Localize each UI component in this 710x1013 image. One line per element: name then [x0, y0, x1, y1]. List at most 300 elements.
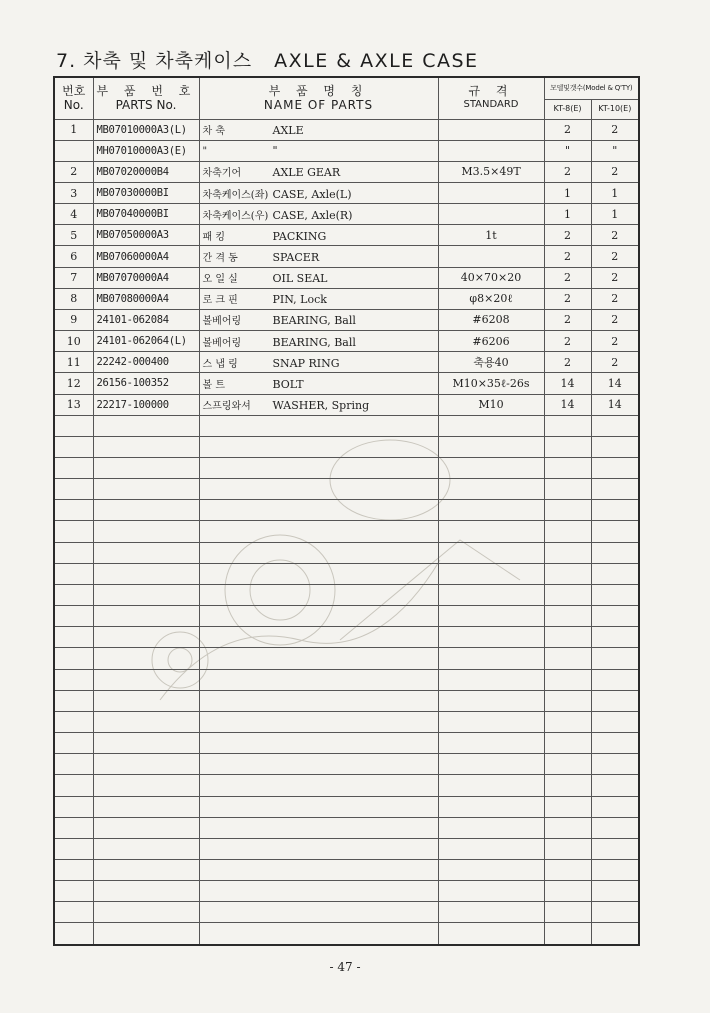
empty-cell: [93, 923, 199, 945]
part-number: 24101-062064(L): [93, 331, 199, 352]
empty-cell: [93, 838, 199, 859]
qty-kt10: 2: [591, 309, 639, 330]
part-name-english: BEARING, Ball: [272, 335, 356, 349]
empty-table-row: [54, 923, 639, 945]
empty-cell: [54, 415, 93, 436]
empty-cell: [54, 584, 93, 605]
table-row: [54, 161, 639, 182]
header-model-qty: 모델및갯수(Model & Q'TY): [544, 77, 639, 99]
empty-cell: [93, 521, 199, 542]
qty-kt10: 2: [591, 161, 639, 182]
part-name-english: PIN, Lock: [272, 293, 327, 307]
empty-cell: [544, 775, 591, 796]
part-name-english: PACKING: [272, 229, 327, 243]
empty-cell: [438, 754, 544, 775]
empty-cell: [199, 500, 438, 521]
empty-cell: [54, 690, 93, 711]
empty-cell: [199, 627, 438, 648]
qty-kt8: 2: [544, 288, 591, 309]
empty-cell: [591, 817, 639, 838]
row-number: [54, 140, 93, 161]
part-standard: M10: [438, 394, 544, 415]
empty-cell: [544, 436, 591, 457]
empty-cell: [591, 521, 639, 542]
empty-cell: [544, 796, 591, 817]
empty-cell: [199, 479, 438, 500]
empty-cell: [591, 584, 639, 605]
qty-kt8: 1: [544, 182, 591, 203]
qty-kt8: 14: [544, 373, 591, 394]
qty-kt8: 2: [544, 246, 591, 267]
empty-cell: [199, 754, 438, 775]
part-name: [199, 309, 438, 330]
empty-cell: [438, 606, 544, 627]
title-korean: 7. 차축 및 차축케이스: [56, 50, 253, 72]
table-row: [54, 246, 639, 267]
empty-cell: [438, 859, 544, 880]
part-name-english: SNAP RING: [272, 356, 340, 370]
part-number: 24101-062084: [93, 309, 199, 330]
empty-cell: [199, 775, 438, 796]
empty-cell: [199, 415, 438, 436]
empty-cell: [591, 606, 639, 627]
table-row: [54, 182, 639, 203]
qty-kt10: 2: [591, 267, 639, 288]
header-model-kt10: KT-10(E): [591, 99, 639, 119]
empty-cell: [544, 711, 591, 732]
part-name-korean: 볼 트: [202, 379, 225, 391]
empty-cell: [54, 817, 93, 838]
empty-cell: [93, 458, 199, 479]
part-name: [199, 182, 438, 203]
table-row: [54, 394, 639, 415]
part-name-korean: 차축케이스(우): [202, 210, 269, 222]
row-number: 8: [54, 288, 93, 309]
empty-cell: [54, 648, 93, 669]
empty-cell: [438, 627, 544, 648]
empty-cell: [93, 669, 199, 690]
part-name-english: CASE, Axle(R): [272, 208, 353, 222]
part-name-korean: 차축기어: [202, 168, 242, 180]
part-name-english: WASHER, Spring: [272, 399, 370, 413]
empty-cell: [199, 838, 438, 859]
empty-table-row: [54, 669, 639, 690]
empty-cell: [544, 500, 591, 521]
part-name: [199, 352, 438, 373]
qty-kt10: 2: [591, 288, 639, 309]
empty-cell: [93, 648, 199, 669]
empty-table-row: [54, 881, 639, 902]
empty-table-row: [54, 415, 639, 436]
empty-cell: [93, 902, 199, 923]
row-number: 10: [54, 331, 93, 352]
empty-cell: [591, 415, 639, 436]
empty-table-row: [54, 796, 639, 817]
row-number: 5: [54, 225, 93, 246]
part-number: MH07010000A3(E): [93, 140, 199, 161]
qty-kt10: 2: [591, 119, 639, 140]
empty-cell: [544, 521, 591, 542]
empty-cell: [199, 669, 438, 690]
part-standard: [438, 182, 544, 203]
empty-cell: [544, 881, 591, 902]
empty-cell: [438, 521, 544, 542]
empty-cell: [199, 711, 438, 732]
empty-cell: [54, 500, 93, 521]
empty-cell: [54, 606, 93, 627]
part-standard: [438, 119, 544, 140]
empty-table-row: [54, 817, 639, 838]
part-name-english: AXLE: [272, 124, 304, 138]
empty-cell: [591, 690, 639, 711]
table-row: [54, 225, 639, 246]
empty-cell: [438, 584, 544, 605]
part-number: MB07080000A4: [93, 288, 199, 309]
empty-table-row: [54, 479, 639, 500]
empty-cell: [93, 859, 199, 880]
empty-cell: [544, 838, 591, 859]
part-name-english: AXLE GEAR: [272, 166, 341, 180]
empty-cell: [544, 923, 591, 945]
qty-kt10: ": [591, 140, 639, 161]
qty-kt10: 2: [591, 225, 639, 246]
empty-cell: [54, 754, 93, 775]
empty-cell: [438, 436, 544, 457]
empty-table-row: [54, 902, 639, 923]
qty-kt10: 2: [591, 352, 639, 373]
empty-cell: [591, 733, 639, 754]
empty-cell: [591, 881, 639, 902]
empty-cell: [54, 542, 93, 563]
empty-cell: [199, 458, 438, 479]
empty-cell: [544, 690, 591, 711]
empty-cell: [93, 627, 199, 648]
part-standard: 축용40: [438, 352, 544, 373]
part-standard: M10×35ℓ-26s: [438, 373, 544, 394]
empty-cell: [438, 669, 544, 690]
empty-cell: [199, 796, 438, 817]
empty-cell: [438, 415, 544, 436]
empty-cell: [438, 881, 544, 902]
row-number: 3: [54, 182, 93, 203]
empty-cell: [438, 690, 544, 711]
empty-cell: [54, 838, 93, 859]
part-number: MB07020000B4: [93, 161, 199, 182]
part-number: MB07050000A3: [93, 225, 199, 246]
part-number: MB07060000A4: [93, 246, 199, 267]
table-row: [54, 352, 639, 373]
empty-cell: [93, 563, 199, 584]
empty-cell: [93, 500, 199, 521]
empty-table-row: [54, 859, 639, 880]
empty-cell: [438, 775, 544, 796]
empty-cell: [199, 542, 438, 563]
empty-cell: [199, 923, 438, 945]
empty-cell: [438, 648, 544, 669]
part-name: [199, 246, 438, 267]
empty-cell: [438, 458, 544, 479]
empty-cell: [93, 415, 199, 436]
empty-cell: [199, 436, 438, 457]
empty-cell: [438, 711, 544, 732]
empty-cell: [199, 859, 438, 880]
empty-cell: [591, 775, 639, 796]
empty-cell: [591, 500, 639, 521]
empty-cell: [54, 733, 93, 754]
part-name: [199, 267, 438, 288]
empty-table-row: [54, 690, 639, 711]
empty-table-row: [54, 563, 639, 584]
part-standard: 1t: [438, 225, 544, 246]
empty-cell: [93, 754, 199, 775]
empty-cell: [438, 838, 544, 859]
empty-cell: [544, 733, 591, 754]
empty-table-row: [54, 436, 639, 457]
part-standard: φ8×20ℓ: [438, 288, 544, 309]
empty-cell: [93, 584, 199, 605]
row-number: 6: [54, 246, 93, 267]
empty-cell: [438, 902, 544, 923]
row-number: 13: [54, 394, 93, 415]
empty-cell: [54, 436, 93, 457]
table-row: [54, 140, 639, 161]
empty-cell: [591, 711, 639, 732]
part-standard: M3.5×49T: [438, 161, 544, 182]
empty-cell: [199, 563, 438, 584]
empty-cell: [438, 563, 544, 584]
part-name: [199, 225, 438, 246]
empty-cell: [544, 627, 591, 648]
header-no: 번호 No.: [54, 77, 93, 119]
empty-table-row: [54, 733, 639, 754]
empty-cell: [544, 648, 591, 669]
qty-kt10: 1: [591, 204, 639, 225]
empty-cell: [93, 775, 199, 796]
part-name-korean: ": [202, 146, 208, 158]
empty-cell: [544, 859, 591, 880]
empty-cell: [544, 563, 591, 584]
empty-cell: [54, 859, 93, 880]
empty-cell: [54, 923, 93, 945]
header-model-kt8: KT-8(E): [544, 99, 591, 119]
empty-table-row: [54, 542, 639, 563]
part-standard: 40×70×20: [438, 267, 544, 288]
part-name-english: ": [272, 144, 278, 158]
empty-cell: [199, 690, 438, 711]
part-name: [199, 204, 438, 225]
part-name-english: BEARING, Ball: [272, 314, 356, 328]
row-number: 9: [54, 309, 93, 330]
empty-cell: [544, 584, 591, 605]
empty-table-row: [54, 711, 639, 732]
empty-cell: [199, 606, 438, 627]
empty-cell: [591, 796, 639, 817]
empty-cell: [93, 479, 199, 500]
empty-cell: [591, 627, 639, 648]
empty-table-row: [54, 627, 639, 648]
part-name-korean: 차축케이스(좌): [202, 189, 269, 201]
part-number: 22217-100000: [93, 394, 199, 415]
qty-kt10: 1: [591, 182, 639, 203]
qty-kt8: 2: [544, 267, 591, 288]
empty-table-row: [54, 584, 639, 605]
qty-kt10: 2: [591, 246, 639, 267]
empty-table-row: [54, 754, 639, 775]
empty-cell: [438, 817, 544, 838]
empty-cell: [54, 796, 93, 817]
empty-cell: [54, 627, 93, 648]
row-number: 1: [54, 119, 93, 140]
qty-kt10: 14: [591, 394, 639, 415]
empty-cell: [591, 859, 639, 880]
row-number: 2: [54, 161, 93, 182]
part-name-korean: 패 킹: [202, 231, 225, 243]
qty-kt8: 2: [544, 161, 591, 182]
empty-cell: [591, 563, 639, 584]
empty-cell: [591, 669, 639, 690]
empty-cell: [438, 796, 544, 817]
empty-cell: [93, 796, 199, 817]
table-row: [54, 331, 639, 352]
empty-cell: [591, 923, 639, 945]
part-number: MB07030000BI: [93, 182, 199, 203]
part-standard: [438, 204, 544, 225]
part-name: [199, 288, 438, 309]
empty-cell: [544, 817, 591, 838]
table-row: [54, 119, 639, 140]
page-title: [56, 46, 479, 73]
header-parts-no: 부 품 번 호 PARTS No.: [93, 77, 199, 119]
qty-kt10: 2: [591, 331, 639, 352]
qty-kt10: 14: [591, 373, 639, 394]
part-name: [199, 140, 438, 161]
row-number: 4: [54, 204, 93, 225]
part-name: [199, 373, 438, 394]
part-name-english: BOLT: [272, 377, 304, 391]
empty-cell: [54, 563, 93, 584]
empty-table-row: [54, 838, 639, 859]
header-standard: 규 격 STANDARD: [438, 77, 544, 119]
empty-cell: [591, 902, 639, 923]
empty-cell: [93, 733, 199, 754]
qty-kt8: 2: [544, 352, 591, 373]
empty-cell: [93, 690, 199, 711]
empty-table-row: [54, 521, 639, 542]
table-row: [54, 267, 639, 288]
part-name-korean: 간 격 동: [202, 253, 238, 265]
part-name-english: CASE, Axle(L): [272, 187, 352, 201]
empty-cell: [93, 606, 199, 627]
empty-cell: [438, 479, 544, 500]
empty-table-row: [54, 606, 639, 627]
part-number: 22242-000400: [93, 352, 199, 373]
part-standard: [438, 140, 544, 161]
empty-cell: [544, 415, 591, 436]
empty-cell: [93, 711, 199, 732]
empty-cell: [544, 542, 591, 563]
part-number: MB07070000A4: [93, 267, 199, 288]
empty-cell: [199, 584, 438, 605]
empty-table-row: [54, 500, 639, 521]
page-number: - 47 -: [329, 960, 361, 974]
empty-cell: [54, 775, 93, 796]
empty-cell: [544, 902, 591, 923]
part-name-korean: 로 크 핀: [202, 295, 238, 307]
empty-cell: [54, 711, 93, 732]
empty-cell: [438, 923, 544, 945]
empty-cell: [544, 479, 591, 500]
empty-cell: [544, 458, 591, 479]
part-number: MB07010000A3(L): [93, 119, 199, 140]
part-standard: #6208: [438, 309, 544, 330]
part-standard: [438, 246, 544, 267]
qty-kt8: ": [544, 140, 591, 161]
empty-cell: [199, 881, 438, 902]
part-name-english: OIL SEAL: [272, 272, 328, 286]
empty-cell: [54, 458, 93, 479]
qty-kt8: 1: [544, 204, 591, 225]
part-number: 26156-100352: [93, 373, 199, 394]
part-name: [199, 331, 438, 352]
empty-cell: [438, 500, 544, 521]
empty-cell: [93, 542, 199, 563]
part-name-korean: 볼베어링: [202, 316, 242, 328]
empty-cell: [199, 521, 438, 542]
empty-cell: [438, 733, 544, 754]
empty-table-row: [54, 648, 639, 669]
part-name: [199, 161, 438, 182]
empty-cell: [54, 902, 93, 923]
part-name-korean: 차 축: [202, 126, 225, 138]
row-number: 12: [54, 373, 93, 394]
table-row: [54, 373, 639, 394]
empty-cell: [438, 542, 544, 563]
empty-cell: [199, 733, 438, 754]
empty-cell: [591, 458, 639, 479]
empty-cell: [93, 436, 199, 457]
title-english: AXLE & AXLE CASE: [274, 50, 479, 72]
empty-cell: [591, 479, 639, 500]
empty-cell: [544, 754, 591, 775]
row-number: 11: [54, 352, 93, 373]
part-standard: #6206: [438, 331, 544, 352]
empty-cell: [93, 881, 199, 902]
part-name: [199, 394, 438, 415]
empty-cell: [544, 606, 591, 627]
part-name: [199, 119, 438, 140]
empty-cell: [591, 838, 639, 859]
qty-kt8: 2: [544, 225, 591, 246]
header-name-of-parts: 부 품 명 칭 NAME OF PARTS: [199, 77, 438, 119]
row-number: 7: [54, 267, 93, 288]
empty-cell: [591, 754, 639, 775]
qty-kt8: 2: [544, 119, 591, 140]
empty-table-row: [54, 458, 639, 479]
part-name-korean: 오 일 실: [202, 274, 238, 286]
empty-cell: [591, 542, 639, 563]
part-name-korean: 볼베어링: [202, 337, 242, 349]
part-number: MB07040000BI: [93, 204, 199, 225]
empty-cell: [591, 436, 639, 457]
table-row: [54, 204, 639, 225]
qty-kt8: 14: [544, 394, 591, 415]
part-name-korean: 스 냅 링: [202, 358, 238, 370]
table-row: [54, 288, 639, 309]
empty-cell: [199, 817, 438, 838]
empty-cell: [591, 648, 639, 669]
qty-kt8: 2: [544, 309, 591, 330]
part-name-korean: 스프링와셔: [202, 401, 251, 413]
